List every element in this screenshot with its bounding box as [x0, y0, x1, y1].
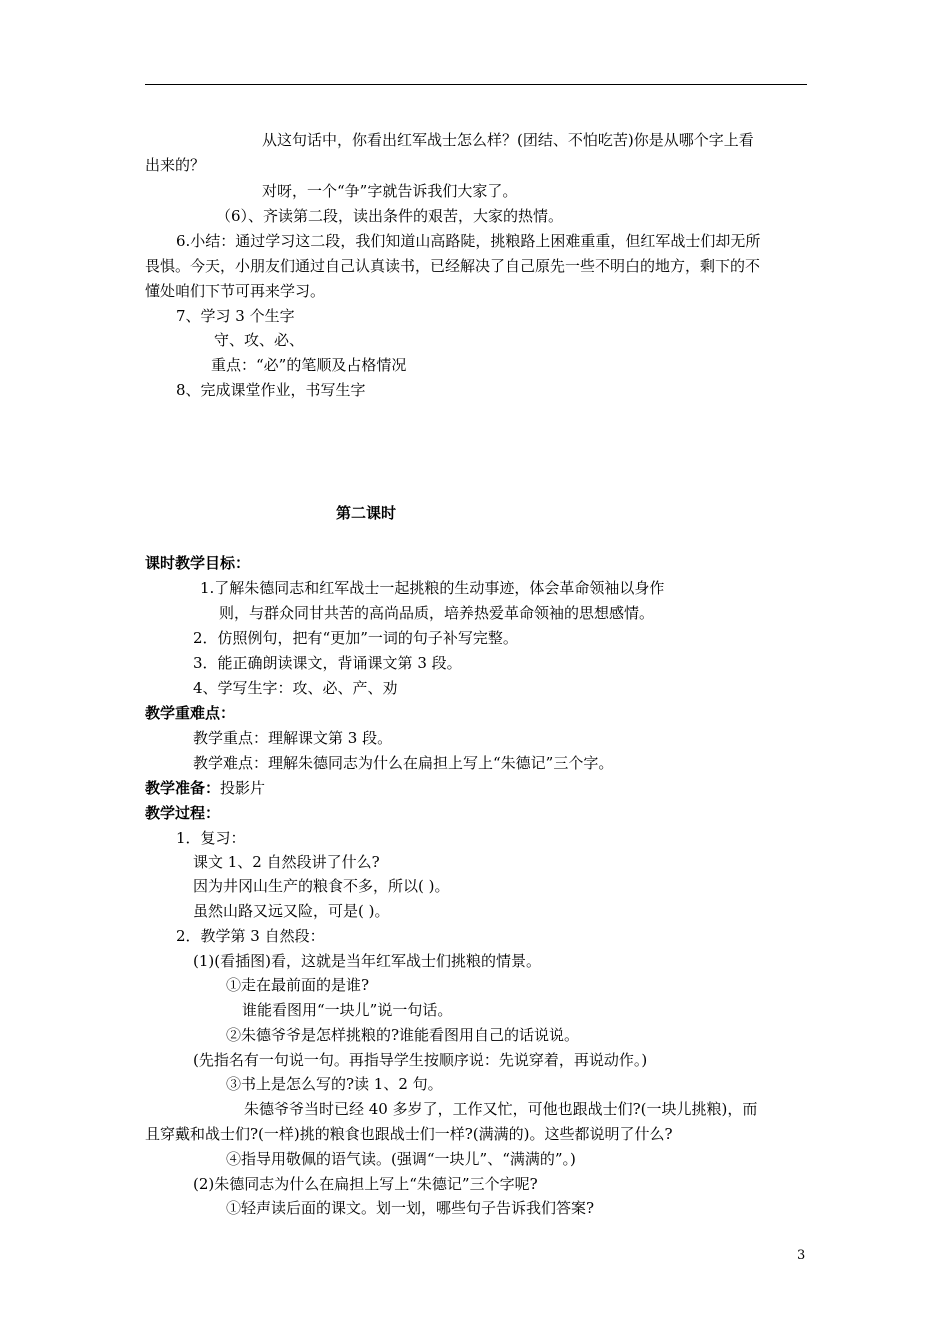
- text-line: 出来的？: [145, 156, 206, 174]
- text-line: 2．仿照例句，把有“更加”一词的句子补写完整。: [193, 629, 518, 647]
- text-line: 教学重点：理解课文第 3 段。: [193, 729, 393, 747]
- text-line: 懂处咱们下节可再来学习。: [145, 282, 326, 300]
- text-line: 投影片: [220, 779, 266, 797]
- text-line: 1．复习：: [176, 829, 246, 847]
- text-line: (1)(看插图)看，这就是当年红军战士们挑粮的情景。: [193, 952, 541, 970]
- text-line: 守、攻、必、: [214, 331, 305, 349]
- section-heading: 教学过程：: [145, 804, 221, 822]
- text-line: ④指导用敬佩的语气读。(强调“一块儿”、“满满的”。): [226, 1150, 576, 1168]
- text-line: ②朱德爷爷是怎样挑粮的?谁能看图用自己的话说说。: [226, 1026, 580, 1044]
- text-line: （6）、齐读第二段，读出条件的艰苦，大家的热情。: [216, 207, 564, 225]
- text-line: 对呀，一个“争”字就告诉我们大家了。: [262, 182, 518, 200]
- text-line: 因为井冈山生产的粮食不多，所以( )。: [193, 877, 450, 895]
- text-line: ①走在最前面的是谁?: [226, 976, 370, 994]
- section-heading: 教学重难点：: [145, 704, 236, 722]
- page-number: 3: [797, 1248, 806, 1263]
- text-line: 课文 1、2 自然段讲了什么?: [193, 853, 380, 871]
- text-line: 1.了解朱德同志和红军战士一起挑粮的生动事迹，体会革命领袖以身作: [200, 579, 665, 597]
- section-heading: 教学准备：: [145, 779, 221, 797]
- text-line: 则，与群众同甘共苦的高尚品质，培养热爱革命领袖的思想感情。: [219, 604, 655, 622]
- section-heading: 课时教学目标：: [145, 554, 251, 572]
- text-line: 谁能看图用“一块儿”说一句话。: [242, 1001, 453, 1019]
- text-line: 且穿戴和战士们?(一样)挑的粮食也跟战士们一样?(满满的)。这些都说明了什么?: [145, 1125, 673, 1143]
- text-line: 从这句话中，你看出红军战士怎么样？(团结、不怕吃苦)你是从哪个字上看: [262, 131, 754, 149]
- text-line: ③书上是怎么写的?读 1、2 句。: [226, 1075, 443, 1093]
- text-line: 重点：“必”的笔顺及占格情况: [211, 356, 407, 374]
- text-line: 6.小结：通过学习这二段，我们知道山高路陡，挑粮路上困难重重，但红军战士们却无所: [176, 232, 761, 250]
- text-line: 3．能正确朗读课文，背诵课文第 3 段。: [193, 654, 462, 672]
- text-line: 4、学写生字：攻、必、产、劝: [193, 679, 398, 697]
- text-line: 8、完成课堂作业，书写生字: [176, 381, 366, 399]
- text-line: 7、学习 3 个生字: [176, 307, 295, 325]
- header-rule: [145, 84, 807, 85]
- text-line: 2．教学第 3 自然段：: [176, 927, 325, 945]
- prep-line: [145, 778, 265, 798]
- text-line: 虽然山路又远又险，可是( )。: [193, 902, 390, 920]
- text-line: 畏惧。今天，小朋友们通过自己认真读书，已经解决了自己原先一些不明白的地方，剩下的不: [145, 257, 761, 275]
- text-line: (2)朱德同志为什么在扁担上写上“朱德记”三个字呢?: [193, 1175, 538, 1193]
- section-title: 第二课时: [336, 504, 397, 522]
- text-line: (先指名有一句说一句。再指导学生按顺序说：先说穿着，再说动作。): [193, 1051, 648, 1069]
- text-line: 教学难点：理解朱德同志为什么在扁担上写上“朱德记”三个字。: [193, 754, 614, 772]
- text-line: ①轻声读后面的课文。划一划，哪些句子告诉我们答案?: [226, 1199, 595, 1217]
- text-line: 朱德爷爷当时已经 40 多岁了，工作又忙，可他也跟战士们?(一块儿挑粮)，而: [244, 1100, 758, 1118]
